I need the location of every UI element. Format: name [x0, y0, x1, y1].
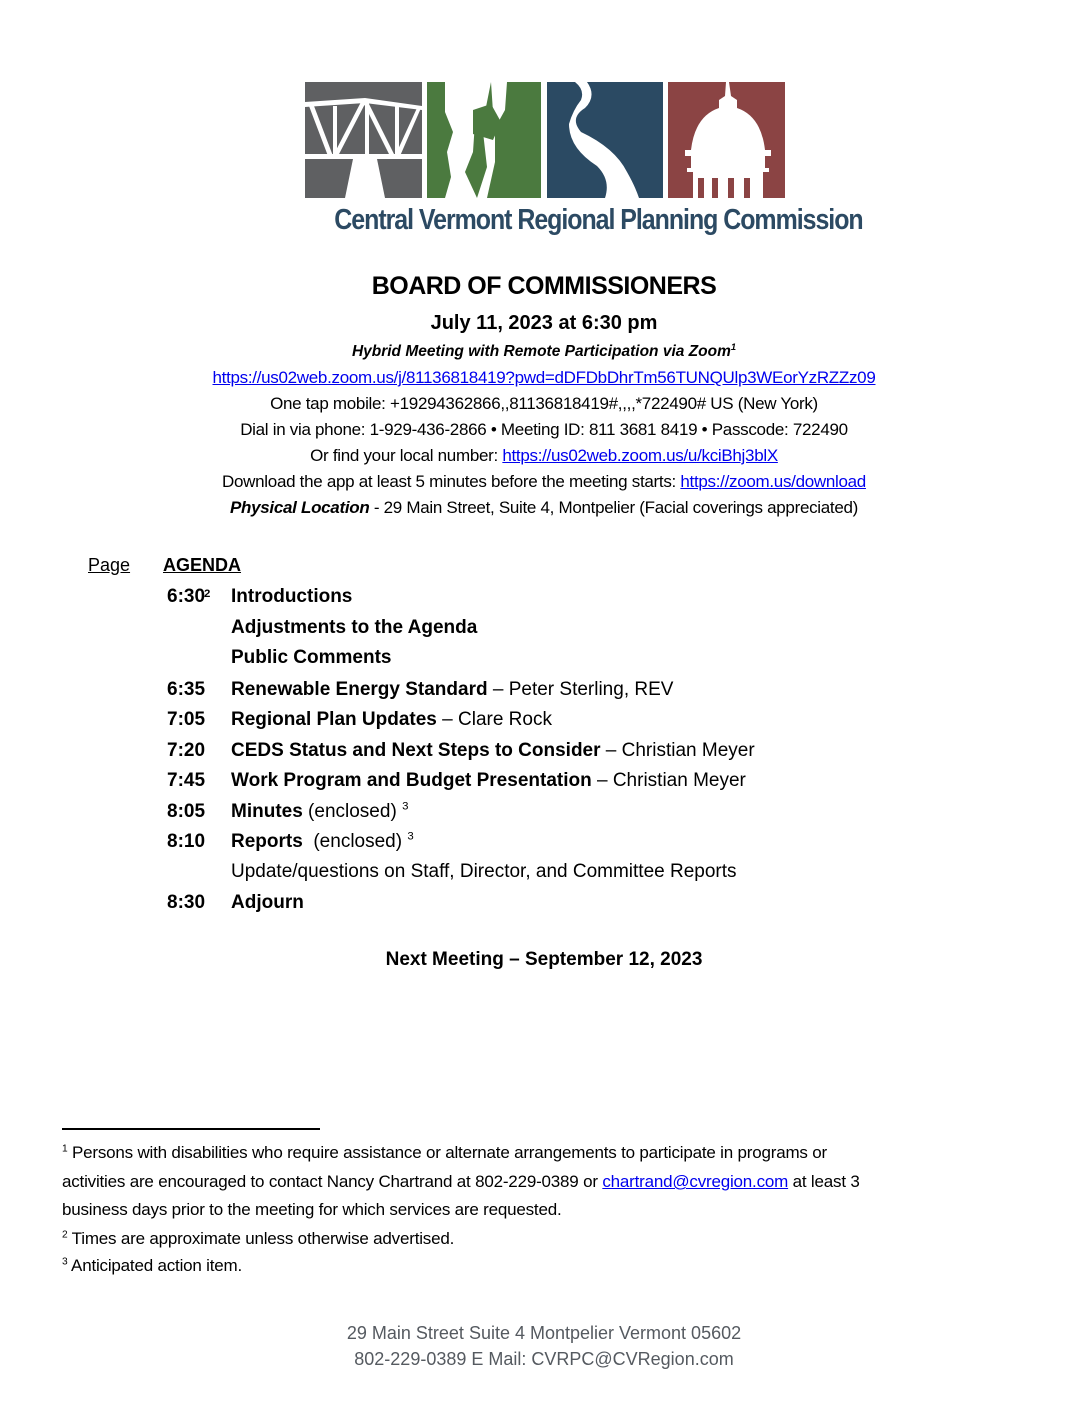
agenda-item — [0, 861, 1088, 891]
footnote-ref: 1 — [730, 341, 737, 352]
agenda-item-text — [231, 831, 414, 853]
agenda-time: 8:10 — [167, 831, 206, 852]
footnote-1-line-2 — [62, 1172, 860, 1192]
one-tap-mobile: One tap mobile: +19294362866,,81136818419#,,,,*722490# US (New York) — [270, 394, 818, 413]
zoom-download-link[interactable]: https://zoom.us/download — [680, 472, 866, 491]
zoom-link-line — [0, 368, 1088, 388]
footer-contact: 802-229-0389 E Mail: CVRPC@CVRegion.com — [354, 1349, 734, 1369]
agenda-item: 6:30 2 Introductions — [167, 586, 353, 607]
agenda-item-title: Work Program and Budget Presentation — [231, 770, 592, 791]
river-icon — [547, 82, 663, 198]
footnote-text: Times are approximate unless otherwise advertised. — [67, 1229, 455, 1248]
footnote-number: 1 — [62, 1143, 68, 1155]
agenda-item — [0, 770, 1088, 800]
local-number-line — [0, 446, 1088, 466]
agenda-item — [0, 740, 1088, 770]
agenda-time: 6:35 — [167, 679, 206, 700]
agenda-item-text — [231, 647, 391, 669]
agenda-item — [0, 647, 1088, 677]
footnote-1 — [62, 1143, 827, 1163]
zoom-meeting-link[interactable]: https://us02web.zoom.us/j/81136818419?pwd=dDFDbDhrTm56TUNQUlp3WEorYzRZZz09 — [212, 368, 876, 387]
agenda-item — [0, 831, 1088, 861]
agenda-item-presenter: – Christian Meyer — [591, 770, 746, 791]
agenda-item — [0, 617, 1088, 647]
agenda-item-text — [231, 740, 755, 762]
agenda-item-text — [231, 770, 746, 792]
email-link[interactable]: chartrand@cvregion.com — [602, 1172, 789, 1191]
agenda-item-title: Introductions — [231, 586, 353, 607]
capitol-dome-icon — [668, 82, 785, 198]
agenda-item-title: Adjourn — [231, 892, 304, 913]
agenda-item-title: CEDS Status and Next Steps to Consider — [231, 740, 601, 761]
footnote-text: at least 3 — [788, 1172, 860, 1191]
physical-location — [0, 498, 1088, 518]
bridge-icon — [305, 82, 422, 198]
agenda-item-presenter: (enclosed) — [302, 831, 408, 852]
agenda-time: 7:45 — [167, 770, 206, 791]
meeting-type-text: Hybrid Meeting with Remote Participation via Zoom — [351, 343, 731, 360]
agenda-item — [0, 892, 1088, 922]
agenda-header: AGENDA — [163, 555, 242, 575]
agenda-item-text — [231, 679, 673, 701]
agenda-item-text — [231, 617, 477, 639]
local-number-link[interactable]: https://us02web.zoom.us/u/kciBhj3blX — [502, 446, 778, 465]
agenda-item-title: Regional Plan Updates — [231, 709, 437, 730]
agenda-item-text — [231, 801, 408, 823]
footnote-text: Anticipated action item. — [67, 1256, 243, 1275]
agenda-item-title: Minutes — [231, 801, 303, 822]
organization-name: Central Vermont Regional Planning Commission — [334, 204, 863, 236]
footer-address: 29 Main Street Suite 4 Montpelier Vermont 05602 — [346, 1323, 742, 1343]
page-title: BOARD OF COMMISSIONERS — [371, 272, 717, 300]
agenda-item-title: Renewable Energy Standard — [231, 679, 488, 700]
agenda-item — [0, 801, 1088, 831]
meeting-type — [0, 343, 1088, 361]
footnote-1-line-3: business days prior to the meeting for which services are requested. — [62, 1200, 562, 1219]
agenda-item-text — [231, 586, 352, 608]
download-line — [0, 472, 1088, 492]
agenda-item-title: Adjustments to the Agenda — [231, 617, 478, 638]
agenda-time: 6:30 — [167, 586, 206, 607]
agenda-item-title: Reports — [231, 831, 303, 852]
vermont-map-icon — [427, 82, 541, 198]
agenda-time: 8:05 — [167, 801, 206, 822]
agenda-time: 7:05 — [167, 709, 206, 730]
agenda-item-presenter: – Clare Rock — [436, 709, 552, 730]
agenda-item-text — [231, 861, 737, 883]
footnote-divider — [62, 1128, 320, 1130]
footnote-2 — [62, 1229, 454, 1249]
footnote-text: Persons with disabilities who require assistance or alternate arrangements to participate in programs or — [67, 1143, 827, 1162]
agenda-time: 8:30 — [167, 892, 206, 913]
footnote-number: 3 — [62, 1256, 68, 1268]
next-meeting: Next Meeting – September 12, 2023 — [385, 949, 703, 970]
physical-location-text: - 29 Main Street, Suite 4, Montpelier (Facial coverings appreciated) — [369, 498, 859, 517]
download-label: Download the app at least 5 minutes before the meeting starts: — [222, 472, 681, 491]
local-number-label: Or find your local number: — [310, 446, 503, 465]
agenda-item-presenter: – Peter Sterling, REV — [487, 679, 674, 700]
meeting-date: July 11, 2023 at 6:30 pm — [430, 312, 658, 334]
footnote-ref: 3 — [407, 830, 414, 843]
footnote-number: 2 — [62, 1229, 68, 1241]
agenda-item-text — [231, 709, 552, 731]
agenda-item-text — [231, 892, 304, 914]
agenda-time: 7:20 — [167, 740, 206, 761]
agenda-item-title: Public Comments — [231, 647, 392, 668]
agenda-item — [0, 679, 1088, 709]
footnote-text: activities are encouraged to contact Nancy Chartrand at 802-229-0389 or — [62, 1172, 603, 1191]
agenda-item-presenter: Update/questions on Staff, Director, and Committee Reports — [231, 861, 737, 882]
physical-location-label: Physical Location — [229, 498, 370, 517]
footnote-3 — [62, 1256, 242, 1276]
cvrpc-logo — [305, 82, 785, 198]
agenda-item — [0, 709, 1088, 739]
page-column-header: Page — [88, 555, 131, 575]
dial-in-info: Dial in via phone: 1-929-436-2866 • Meeting ID: 811 3681 8419 • Passcode: 722490 — [240, 420, 848, 439]
footnote-ref: 3 — [402, 800, 409, 813]
agenda-item-presenter: (enclosed) — [302, 801, 403, 822]
agenda-item-presenter: – Christian Meyer — [600, 740, 755, 761]
